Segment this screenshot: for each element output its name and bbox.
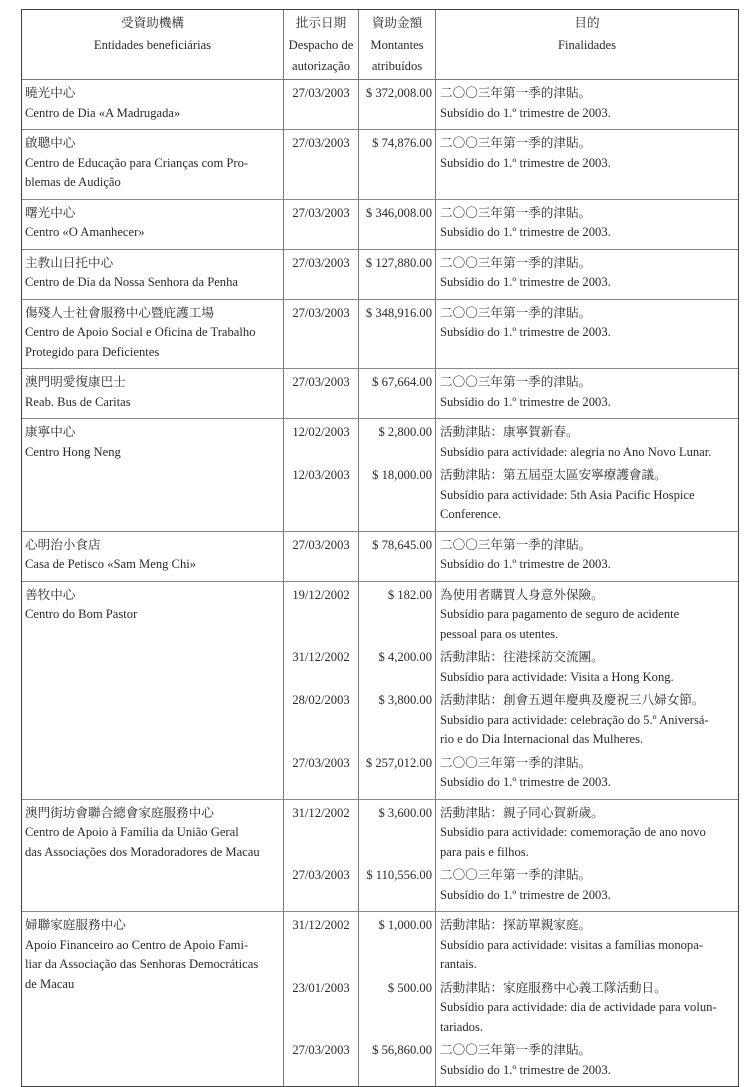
- entity-name-cell: [22, 300, 283, 369]
- entries-cell: [283, 582, 738, 799]
- entries-cell: [283, 200, 738, 249]
- purpose-line: Subsídio do 1.º trimestre de 2003.: [440, 394, 611, 409]
- header-entities: [22, 10, 283, 79]
- amount: $ 500.00: [358, 975, 435, 1038]
- header-label-pt: Finalidades: [557, 37, 617, 52]
- purpose-line: Subsídio para actividade: Visita a Hong Kong.: [440, 669, 674, 684]
- entity-name-line: liar da Associação das Senhoras Democráticas: [25, 957, 259, 971]
- purpose-line: Subsídio do 1.º trimestre de 2003.: [440, 325, 611, 339]
- purpose-cell: [435, 687, 738, 750]
- purpose-line: rantais.: [440, 957, 477, 971]
- table-row: [22, 300, 738, 370]
- authorization-date: 27/03/2003: [283, 80, 358, 129]
- header-label-zh: 批示日期: [295, 16, 347, 30]
- authorization-date: 31/12/2002: [283, 644, 358, 687]
- purpose-cell: [435, 1037, 738, 1086]
- table-row: [22, 582, 738, 800]
- table-row: [22, 800, 738, 913]
- purpose-line: 活動津貼：創會五週年慶典及慶祝三八婦女節。: [440, 693, 705, 707]
- authorization-date: 31/12/2002: [283, 912, 358, 975]
- entries-cell: [283, 912, 738, 1086]
- amount: $ 127,880.00: [358, 250, 435, 299]
- entity-name-line: das Associações dos Moradoradores de Macau: [25, 844, 260, 859]
- purpose-line: Subsídio do 1.º trimestre de 2003.: [440, 225, 611, 239]
- amount: $ 110,556.00: [358, 862, 435, 911]
- purpose-line: 二〇〇三年第一季的津貼。: [440, 1043, 592, 1057]
- table-row: [22, 912, 738, 1086]
- subsidy-entry: [283, 419, 738, 462]
- table-header: [22, 10, 738, 80]
- authorization-date: 27/03/2003: [283, 200, 358, 249]
- purpose-cell: [435, 912, 738, 975]
- header-amount: [358, 10, 435, 79]
- purpose-line: Subsídio para actividade: comemoração de ano novo: [440, 825, 706, 839]
- purpose-line: 二〇〇三年第一季的津貼。: [440, 205, 592, 220]
- table-row: [22, 80, 738, 130]
- subsidy-entry: [283, 369, 738, 418]
- table-body: [22, 80, 738, 1086]
- entity-name-cell: [22, 369, 283, 418]
- entity-name-line: Centro de Dia «A Madrugada»: [25, 105, 181, 120]
- table-row: [22, 532, 738, 582]
- entity-name-line: Centro de Apoio Social e Oficina de Trabalho: [25, 325, 256, 339]
- entity-name-cell: [22, 800, 283, 912]
- entries-cell: [283, 300, 738, 369]
- purpose-cell: [435, 300, 738, 369]
- amount: $ 18,000.00: [358, 462, 435, 531]
- purpose-line: 二〇〇三年第一季的津貼。: [440, 537, 592, 552]
- header-label-pt: autorização: [291, 59, 351, 73]
- purpose-line: Subsídio para actividade: visitas a famílias monopa-: [440, 937, 704, 952]
- entity-name-line: Centro de Apoio à Família da União Geral: [25, 825, 239, 839]
- entity-name-line: Centro de Educação para Crianças com Pro-: [25, 155, 249, 170]
- entity-name-line: 善牧中心: [25, 587, 76, 602]
- entity-name-cell: [22, 250, 283, 299]
- authorization-date: 27/03/2003: [283, 1037, 358, 1086]
- authorization-date: 27/03/2003: [283, 862, 358, 911]
- header-label-zh: 受資助機構: [121, 16, 184, 30]
- purpose-line: Subsídio do 1.º trimestre de 2003.: [440, 557, 611, 571]
- purpose-line: Subsídio para actividade: celebração do 5.º Aniversá-: [440, 712, 709, 727]
- entity-name-cell: [22, 532, 283, 581]
- purpose-line: 二〇〇三年第一季的津貼。: [440, 255, 592, 270]
- table-row: [22, 250, 738, 300]
- purpose-line: Subsídio para actividade: alegria no Ano Novo Lunar.: [440, 444, 712, 459]
- entity-name-line: 康寧中心: [25, 425, 76, 439]
- purpose-line: 活動津貼：家庭服務中心義工隊活動日。: [440, 980, 667, 995]
- entity-name-line: 啟聰中心: [25, 136, 76, 150]
- entity-name-line: Centro do Bom Pastor: [25, 607, 138, 621]
- purpose-line: Subsídio do 1.º trimestre de 2003.: [440, 775, 611, 789]
- purpose-line: 二〇〇三年第一季的津貼。: [440, 375, 592, 389]
- authorization-date: 19/12/2002: [283, 582, 358, 645]
- authorization-date: 12/02/2003: [283, 419, 358, 462]
- entity-name-line: Centro de Dia da Nossa Senhora da Penha: [25, 275, 238, 289]
- amount: $ 3,800.00: [358, 687, 435, 750]
- entity-name-line: Reab. Bus de Caritas: [25, 394, 131, 409]
- authorization-date: 27/03/2003: [283, 250, 358, 299]
- purpose-cell: [435, 369, 738, 418]
- amount: $ 74,876.00: [358, 130, 435, 199]
- purpose-cell: [435, 800, 738, 863]
- entity-name-line: 婦聯家庭服務中心: [25, 918, 126, 932]
- purpose-cell: [435, 462, 738, 531]
- header-label-pt: atribuídos: [371, 59, 423, 73]
- header-label-pt: Despacho de: [288, 37, 354, 52]
- purpose-cell: [435, 582, 738, 645]
- purpose-line: Subsídio do 1.º trimestre de 2003.: [440, 155, 611, 170]
- entity-name-line: de Macau: [25, 976, 75, 991]
- entity-name-line: 澳門街坊會聯合總會家庭服務中心: [25, 805, 214, 820]
- table-row: [22, 419, 738, 532]
- purpose-line: para pais e filhos.: [440, 844, 529, 859]
- entity-name-line: Protegido para Deficientes: [25, 344, 160, 359]
- purpose-line: Subsídio do 1.º trimestre de 2003.: [440, 1062, 611, 1077]
- subsidy-entry: [283, 644, 738, 687]
- entries-cell: [283, 80, 738, 129]
- header-label-zh: 資助金額: [371, 16, 423, 30]
- authorization-date: 31/12/2002: [283, 800, 358, 863]
- amount: $ 2,800.00: [358, 419, 435, 462]
- entity-name-line: 曙光中心: [25, 205, 76, 220]
- subsidy-entry: [283, 250, 738, 299]
- amount: $ 67,664.00: [358, 369, 435, 418]
- purpose-line: 為使用者購買人身意外保險。: [440, 587, 604, 602]
- purpose-line: Subsídio do 1.º trimestre de 2003.: [440, 275, 611, 289]
- entity-name-line: Casa de Petisco «Sam Meng Chi»: [25, 557, 197, 571]
- entity-name-line: 曉光中心: [25, 86, 76, 100]
- purpose-line: 活動津貼：往港採訪交流團。: [440, 650, 604, 664]
- purpose-cell: [435, 750, 738, 799]
- table-row: [22, 130, 738, 200]
- subsidy-entry: [283, 80, 738, 129]
- amount: $ 56,860.00: [358, 1037, 435, 1086]
- header-date: [283, 10, 358, 79]
- entity-name-line: Centro Hong Neng: [25, 444, 121, 459]
- purpose-line: rio e do Dia Internacional das Mulheres.: [440, 732, 644, 746]
- table-row: [22, 369, 738, 419]
- subsidy-entry: [283, 462, 738, 531]
- purpose-line: 活動津貼：探訪單親家庭。: [440, 918, 592, 932]
- purpose-line: Subsídio para actividade: dia de actividade para volun-: [440, 1000, 717, 1014]
- entries-cell: [283, 419, 738, 531]
- purpose-line: tariados.: [440, 1019, 484, 1034]
- purpose-line: Subsídio para actividade: 5th Asia Pacific Hospice: [440, 487, 695, 502]
- purpose-line: 二〇〇三年第一季的津貼。: [440, 305, 592, 320]
- amount: $ 372,008.00: [358, 80, 435, 129]
- purpose-line: 活動津貼：康寧賀新春。: [440, 425, 579, 439]
- purpose-line: 活動津貼：第五屆亞太區安寧療護會議。: [440, 468, 667, 482]
- subsidy-entry: [283, 1037, 738, 1086]
- subsidy-entry: [283, 200, 738, 249]
- authorization-date: 27/03/2003: [283, 532, 358, 581]
- amount: $ 348,916.00: [358, 300, 435, 369]
- entity-name-line: Apoio Financeiro ao Centro de Apoio Fami-: [25, 937, 249, 952]
- entity-name-cell: [22, 130, 283, 199]
- authorization-date: 12/03/2003: [283, 462, 358, 531]
- authorization-date: 27/03/2003: [283, 369, 358, 418]
- authorization-date: 27/03/2003: [283, 130, 358, 199]
- authorization-date: 27/03/2003: [283, 300, 358, 369]
- subsidy-entry: [283, 912, 738, 975]
- purpose-cell: [435, 250, 738, 299]
- purpose-line: Conference.: [440, 507, 502, 521]
- subsidy-entry: [283, 800, 738, 863]
- table-row: [22, 200, 738, 250]
- entity-name-cell: [22, 582, 283, 799]
- purpose-cell: [435, 130, 738, 199]
- amount: $ 3,600.00: [358, 800, 435, 863]
- purpose-cell: [435, 80, 738, 129]
- purpose-cell: [435, 975, 738, 1038]
- entries-cell: [283, 369, 738, 418]
- amount: $ 4,200.00: [358, 644, 435, 687]
- purpose-line: 二〇〇三年第一季的津貼。: [440, 86, 592, 100]
- purpose-line: 活動津貼：親子同心賀新歲。: [440, 805, 604, 820]
- amount: $ 257,012.00: [358, 750, 435, 799]
- subsidy-entry: [283, 130, 738, 199]
- entity-name-line: Centro «O Amanhecer»: [25, 225, 145, 239]
- purpose-cell: [435, 862, 738, 911]
- authorization-date: 27/03/2003: [283, 750, 358, 799]
- subsidy-entry: [283, 750, 738, 799]
- subsidy-entry: [283, 300, 738, 369]
- entries-cell: [283, 130, 738, 199]
- entries-cell: [283, 800, 738, 912]
- subsidy-entry: [283, 862, 738, 911]
- purpose-line: Subsídio para pagamento de seguro de acidente: [440, 607, 680, 621]
- entity-name-line: 傷殘人士社會服務中心暨庇護工場: [25, 305, 214, 320]
- purpose-line: 二〇〇三年第一季的津貼。: [440, 136, 592, 150]
- entity-name-cell: [22, 80, 283, 129]
- entity-name-line: 心明治小食店: [25, 537, 101, 552]
- purpose-cell: [435, 644, 738, 687]
- entity-name-cell: [22, 419, 283, 531]
- purpose-cell: [435, 419, 738, 462]
- amount: $ 182.00: [358, 582, 435, 645]
- header-label-pt: Entidades beneficiárias: [93, 37, 212, 52]
- entries-cell: [283, 532, 738, 581]
- authorization-date: 28/02/2003: [283, 687, 358, 750]
- purpose-line: Subsídio do 1.º trimestre de 2003.: [440, 105, 611, 120]
- subsidy-entry: [283, 582, 738, 645]
- amount: $ 346,008.00: [358, 200, 435, 249]
- purpose-cell: [435, 200, 738, 249]
- entity-name-line: 主教山日托中心: [25, 255, 114, 270]
- subsidy-entry: [283, 975, 738, 1038]
- header-label-pt: Montantes: [370, 37, 424, 52]
- purpose-line: Subsídio do 1.º trimestre de 2003.: [440, 887, 611, 902]
- purpose-line: 二〇〇三年第一季的津貼。: [440, 755, 592, 770]
- entity-name-cell: [22, 200, 283, 249]
- purpose-cell: [435, 532, 738, 581]
- entries-cell: [283, 250, 738, 299]
- purpose-line: 二〇〇三年第一季的津貼。: [440, 868, 592, 882]
- entity-name-cell: [22, 912, 283, 1086]
- subsidy-table: [21, 9, 739, 1087]
- authorization-date: 23/01/2003: [283, 975, 358, 1038]
- amount: $ 1,000.00: [358, 912, 435, 975]
- entity-name-line: 澳門明愛復康巴士: [25, 375, 126, 389]
- entity-name-line: blemas de Audição: [25, 175, 121, 189]
- purpose-line: pessoal para os utentes.: [440, 626, 559, 641]
- header-label-zh: 目的: [574, 16, 600, 30]
- subsidy-entry: [283, 687, 738, 750]
- amount: $ 78,645.00: [358, 532, 435, 581]
- header-purpose: [435, 10, 738, 79]
- subsidy-entry: [283, 532, 738, 581]
